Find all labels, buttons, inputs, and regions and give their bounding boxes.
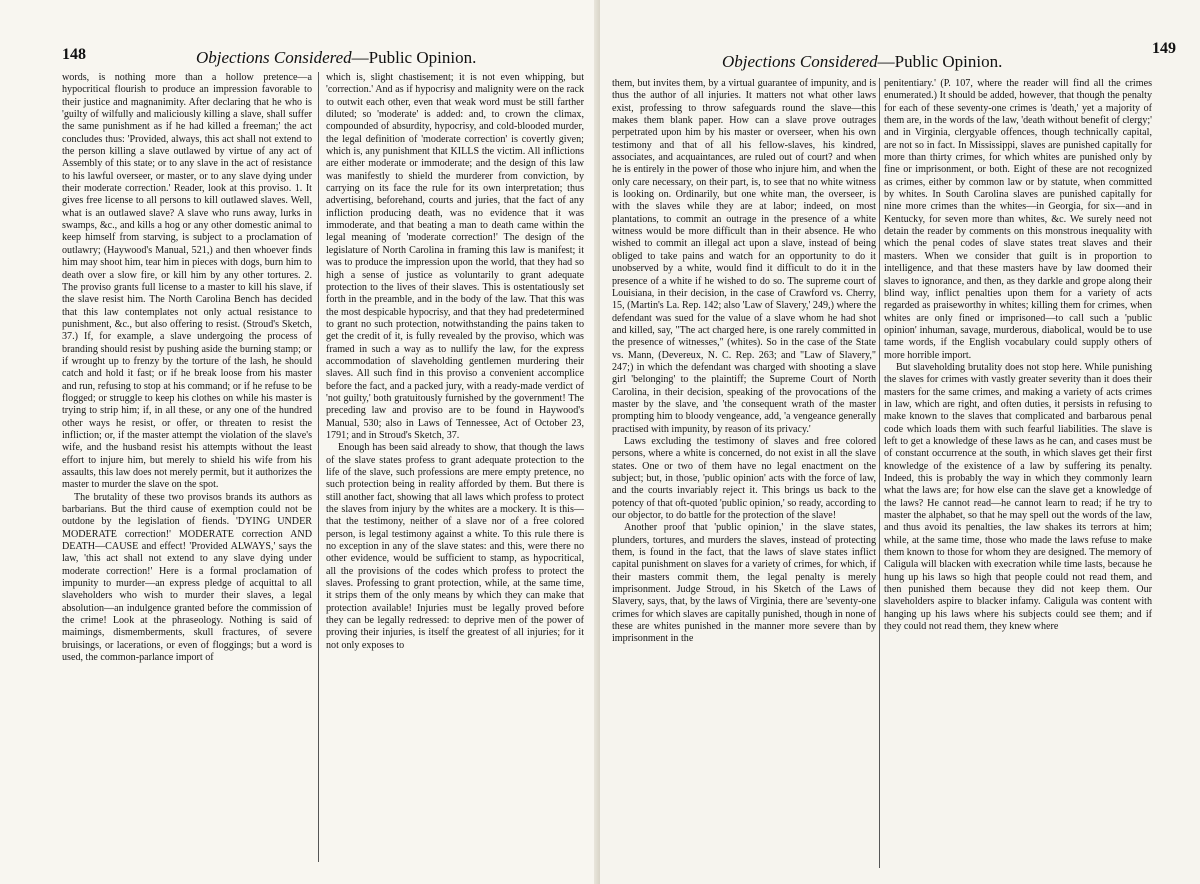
left-col1-paragraph-1: words, is nothing more than a hollow pretence—a hypocritical flourish to produce an impression favorable to their justice and magnanimity. After declaring that he who is 'guilty of wilfully and maliciously killing a slave, shall suffer the same punishment as if he had killed a freeman;' the act concludes thus: 'Provided, always, this act shall not extend to the person killing a slave outlawed by virtue of any act of Assembly of this state; or to any slave in the act of resistance to his lawful overseer, or master, or to any slave dying under their moderate correction.' Reader, look at this proviso. 1. It gives free license to all persons to kill outlawed slaves. Well, what is an outlawed slave? A slave who runs away, lurks in swamps, &c., and kills a hog or any other domestic animal to keep himself from starving, is subject to a proclamation of outlawry; (Haywood's Manual, 521,) and then whoever finds him may shoot him, tear him in pieces with dogs, burn him to death over a slow fire, or kill him by any other tortures. 2. The proviso grants full license to a master to kill his slave, if the slave resist him. The North Carolina Bench has decided that this law contemplates not only actual resistance to punishment, &c., but also offering to resist. (Stroud's Sketch, 37.) If, for example, a slave undergoing the process of branding should resist by pushing aside the burning stamp; or if wrought up to frenzy by the torture of the lash, he should catch and hold it fast; or if he break loose from his master and run, refusing to stop at his command; or if he refuse to be flogged; or struggle to keep his clothes on while his master is trying to strip him; if, in all these, or any one of the hundred other ways he resist, or offer, or threaten to resist the infliction; or, if the master attempt the violation of the slave's wife, and the husband resist his attempts without the least effort to injure him, but merely to shield his wife from his assaults, this law does not merely permit, but it authorizes the master to murder the slave on the spot. [62,72,312,491]
right-running-header [722,52,1002,72]
right-col2-paragraph-2: But slaveholding brutality does not stop here. While punishing the slaves for crimes with vastly greater severity than it does their masters for the same crimes, and making a variety of acts crimes in law, which are right, and often duties, it persists in refusing to make known to the slaves that complicated and barbarous penal code which loads them with such fearful liabilities. The slave is left to get a knowledge of these laws as he can, and cases must be of constant occurrence at the south, in which slaves get their first knowledge of the existence of a law by suffering its penalty. Indeed, this is probably the way in which they commonly learn what the laws are; for how else can the slave get a knowledge of the laws? He cannot read—he cannot learn to read; if he try to master the alphabet, so that he may spell out the words of the law, and thus avoid its penalties, the law shakes its terrors at him; while, at the same time, those who made the laws refuse to make them known to those for whom they are designed. The memory of Caligula will blacken with execration while time lasts, because he hung up his laws so high that people could not read them, and then punished them because they did not keep them. Our slaveholders aspire to blacker infamy. Caligula was content with hanging up his laws where his subjects could see them; and if they could not read them, they knew where [884,361,1152,633]
left-column-1 [62,72,312,862]
left-col2-paragraph-2: Enough has been said already to show, that though the laws of the slave states profess to grant adequate protection to the life of the slave, such professions are mere empty pretence, no such protection being in reality afforded by them. But there is still another fact, showing that all laws which profess to protect the slaves from injury by the whites are a mockery. It is this—that the testimony, neither of a slave nor of a free colored person, is legal testimony against a white. To this rule there is no exception in any of the slave states: and this, were there no other evidence, would be sufficient to stamp, as hypocritical, all the provisions of the codes which profess to protect the slaves. Professing to grant protection, while, at the same time, it strips them of the only means by which they can make that protection available! Injuries must be legally proved before they can be legally redressed: to deprive men of the power of proving their injuries, is itself the greatest of all injuries; for it not only exposes to [326,442,584,651]
left-column-2 [326,72,584,862]
right-col1-paragraph-1: them, but invites them, by a virtual guarantee of impunity, and is thus the author of all injuries. It matters not what other laws exist, professing to throw safeguards round the slave—this makes them blank paper. How can a slave prove outrages perpetrated upon him by his master or overseer, when his own testimony and that of all his fellow-slaves, his kindred, associates, and acquaintances, are ruled out of court? and when he is entirely in the power of those who injure him, and when the only care necessary, on their part, is, to see that no white witness is looking on. Ordinarily, but one white man, the overseer, is with the slaves while they are at labor; indeed, on most plantations, to commit an outrage in the presence of a white witness would be more difficult than in their absence. He who wished to commit an illegal act upon a slave, instead of being obliged to take pains and watch for an opportunity to do it unobserved by a white, would find it difficult to do it in the presence of a white if he wished to do so. The supreme court of Louisiana, in their decision, in the case of Crawford vs. Cherry, 15, (Martin's La. Rep. 142; also 'Law of Slavery,' 249,) where the defendant was sued for the value of a slave whom he had shot and killed, say, "The act charged here, is one rarely committed in the presence of witnesses," (whites). So in the case of the State vs. Mann, (Devereux, N. C. Rep. 263; and "Law of Slavery," 247;) in which the defendant was charged with shooting a slave girl 'belonging' to the plaintiff; the Supreme Court of North Carolina, in their decision, speaking of the provocations of the master by the slave, and 'the consequent wrath of the master prompting him to bloody vengeance, add, 'a vengeance generally practised with impunity, by reason of its privacy.' [612,78,876,435]
right-column-1 [612,78,876,868]
right-column-2 [884,78,1152,868]
left-page-number: 148 [62,46,86,63]
left-column-divider [318,72,319,862]
right-column-divider [879,78,880,868]
right-col2-paragraph-1: penitentiary.' (P. 107, where the reader will find all the crimes enumerated.) It should be added, however, that though the penalty for each of these seventy-one crimes is 'death,' yet a majority of them are, in the words of the law, 'death without benefit of clergy;' and in Virginia, clergyable offences, though technically capital, are not so in fact. In Mississippi, slaves are punished capitally for more than thirty crimes, for which whites are punished only by fine or imprisonment, or both. Eight of these are not recognized as crimes, either by common law or by statute, when committed by whites. In South Carolina slaves are punished capitally for nine more crimes than the whites—in Georgia, for six—and in Kentucky, for seven more than whites, &c. We surely need not detain the reader by comments on this monstrous inequality with which the penal codes of slave states treat slaves and their masters. When we consider that guilt is in proportion to intelligence, and that these masters have by law doomed their slaves to ignorance, and then, as they darkle and grope along their blind way, inflict penalties upon them for a variety of acts regarded as praiseworthy in whites; killing them for crimes, when whites are only fined or imprisoned—to call such a 'public opinion' inhuman, savage, murderous, diabolical, would be to use tame words, if the English vocabulary could supply others of more horrible import. [884,78,1152,361]
left-running-header [196,48,476,68]
left-header-subtitle: —Public Opinion. [351,48,477,67]
left-col2-paragraph-1: which is, slight chastisement; it is not even whipping, but 'correction.' And as if hypocrisy and malignity were on the rack to outwit each other, even that weak word must be still farther diluted; so 'moderate' is added: and, to crown the climax, compounded of absurdity, hypocrisy, and cold-blooded murder, the legal definition of 'moderate correction' is covertly given; which is, any punishment that KILLS the victim. All inflictions are either moderate or immoderate; and the design of this law was manifestly to shield the murderer from conviction, by carrying on its face the rule for its own interpretation; thus advertising, beforehand, courts and juries, that the fact of any infliction producing death, was no evidence that it was immoderate, and that beating a man to death came within the legal meaning of 'moderate correction!' The design of the legislature of North Carolina in framing this law is manifest; it was to produce the impression upon the world, that they had so high a sense of justice as voluntarily to grant adequate protection to the lives of their slaves. This is ostentatiously set forth in the preamble, and in the body of the law. That this was the most despicable hypocrisy, and that they had predetermined to grant no such protection, notwithstanding the pains taken to get the credit of it, is fully revealed by the proviso, which was framed in such a way as to nullify the law, for the express accommodation of slaveholding gentlemen murdering their slaves. All such find in this proviso a convenient accomplice before the fact, and a packed jury, with a ready-made verdict of 'not guilty,' both gratuitously furnished by the government! The preceding law and proviso are to be found in Haywood's Manual, 530; also in Laws of Tennessee, Act of October 23, 1791; and in Stroud's Sketch, 37. [326,72,584,441]
right-page-number: 149 [1152,40,1176,57]
right-header-subtitle: —Public Opinion. [877,52,1003,71]
left-col1-paragraph-2: The brutality of these two provisos brands its authors as barbarians. But the third cause of exemption could not be outdone by the legislation of fiends. 'DYING UNDER MODERATE correction!' MODERATE correction AND DEATH—CAUSE and effect! 'Provided ALWAYS,' says the law, 'this act shall not extend to any slave dying under moderate correction!' Here is a formal proclamation of impunity to murder—an express pledge of acquittal to all slaveholders who wish to murder their slaves, a legal absolution—an indulgence granted before the commission of the crime! Look at the phraseology. Nothing is said of maimings, dismemberments, skull fractures, of severe bruisings, or lacerations, or even of floggings; but a word is used, the common-parlance import of [62,491,312,664]
left-header-title: Objections Considered [196,48,352,67]
right-col1-paragraph-3: Another proof that 'public opinion,' in the slave states, plunders, tortures, and murders the slaves, instead of protecting them, is found in the fact, that the laws of slave states inflict capital punishment on slaves for a variety of crimes, for which, if their masters commit them, the legal penalty is merely imprisonment. Judge Stroud, in his Sketch of the Laws of Slavery, says, that, by the laws of Virginia, there are 'seventy-one crimes for which slaves are capitally punished, though in none of these are whites punished in the manner more severe than by imprisonment in the [612,522,876,645]
right-col1-paragraph-2: Laws excluding the testimony of slaves and free colored persons, where a white is concerned, do not exist in all the slave states. One or two of them have no legal enactment on the subject; but, in those, 'public opinion' acts with the force of law, and the courts invariably reject it. This brings us back to the potency of that oft-quoted 'public opinion,' so ready, according to our objector, to do battle for the protection of the slave! [612,435,876,522]
right-header-title: Objections Considered [722,52,878,71]
